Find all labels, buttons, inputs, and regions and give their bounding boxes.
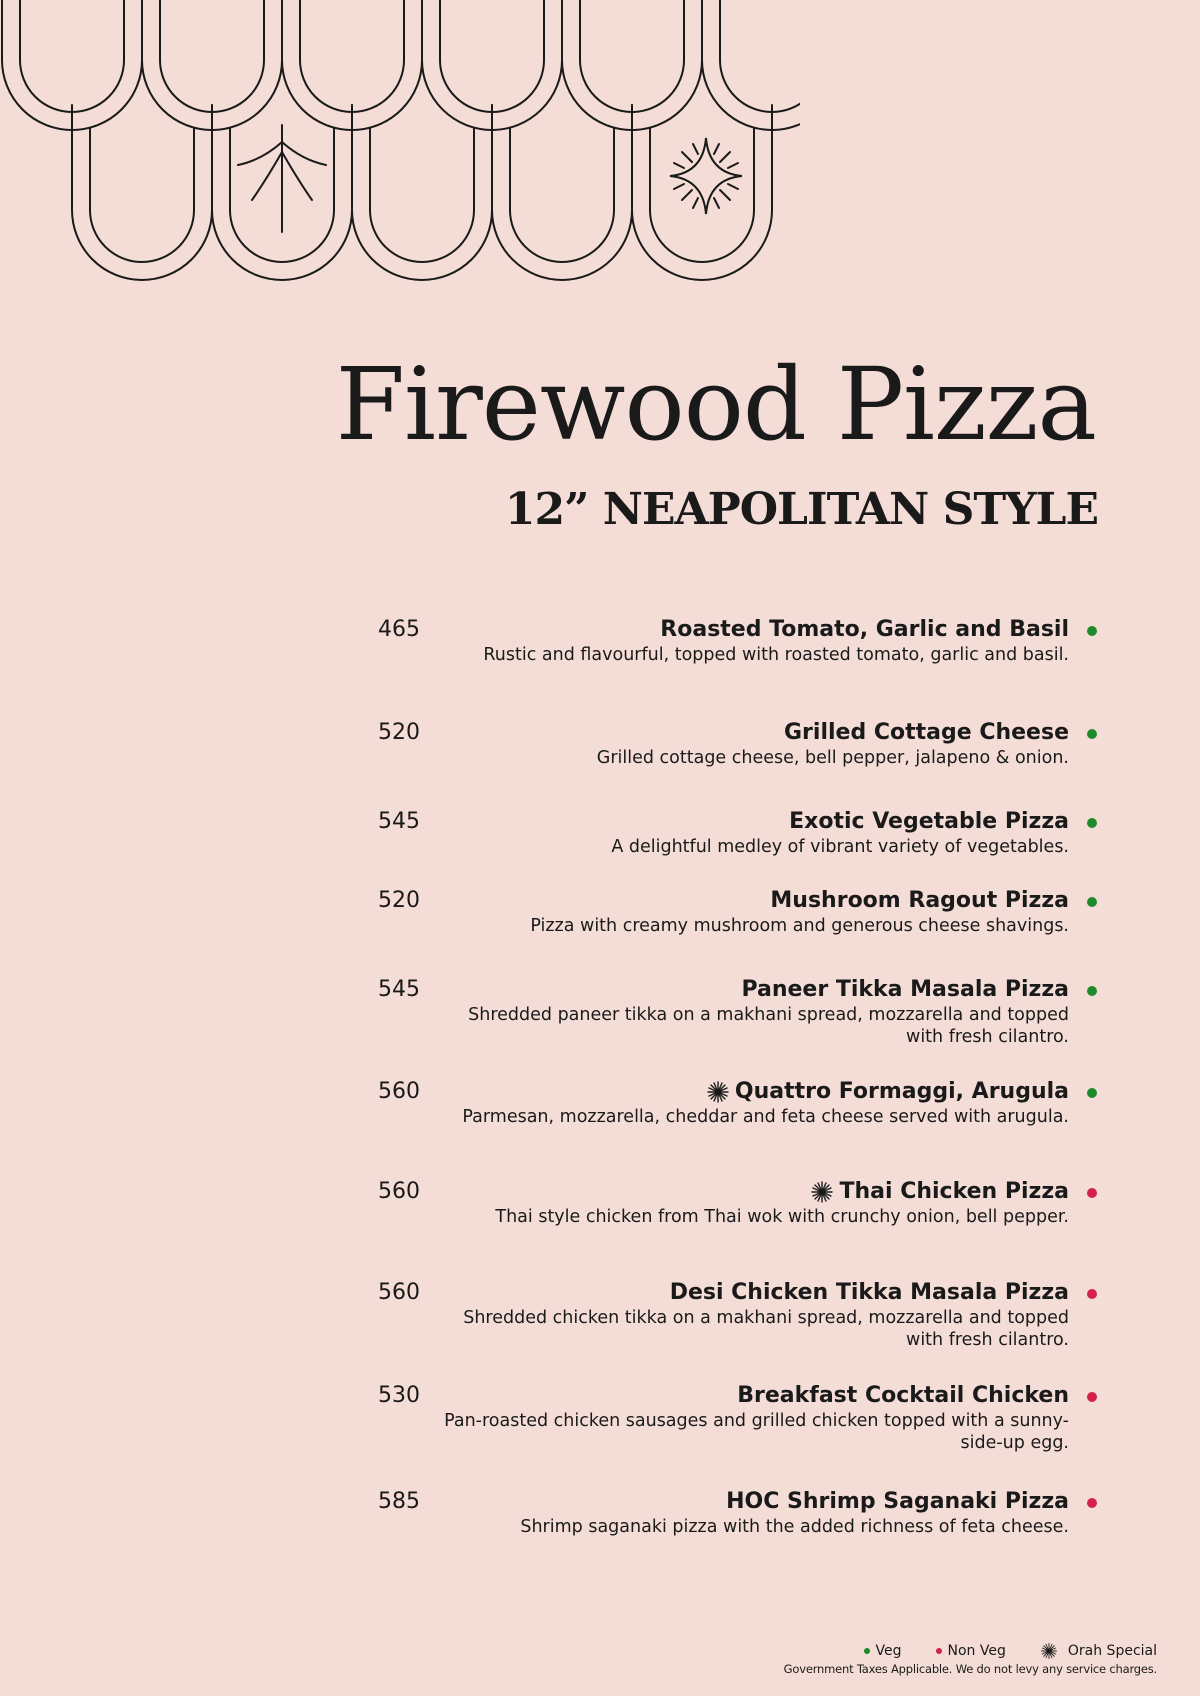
item-description: Rustic and flavourful, topped with roasted tomato, garlic and basil. — [483, 645, 1069, 665]
item-name-text: Quattro Formaggi, Arugula — [734, 1079, 1069, 1104]
veg-indicator-dot — [1087, 626, 1097, 636]
item-name-text: Grilled Cottage Cheese — [784, 720, 1069, 745]
item-description: Parmesan, mozzarella, cheddar and feta cheese served with arugula. — [462, 1107, 1069, 1127]
non-veg-legend-dot — [936, 1648, 942, 1654]
non-veg-indicator-dot — [1087, 1392, 1097, 1402]
item-price: 520 — [378, 720, 420, 745]
item-description: Thai style chicken from Thai wok with crunchy onion, bell pepper. — [495, 1207, 1069, 1227]
veg-indicator-dot — [1087, 897, 1097, 907]
veg-legend-label: Veg — [875, 1643, 902, 1659]
item-price: 560 — [378, 1079, 420, 1104]
item-description: Grilled cottage cheese, bell pepper, jalapeno & onion. — [596, 748, 1069, 768]
non-veg-indicator-dot — [1087, 1498, 1097, 1508]
item-price: 520 — [378, 888, 420, 913]
item-name-text: Paneer Tikka Masala Pizza — [741, 977, 1069, 1002]
special-legend-label: Orah Special — [1067, 1643, 1157, 1659]
item-name-text: Desi Chicken Tikka Masala Pizza — [669, 1280, 1069, 1305]
legend — [864, 1642, 1157, 1660]
item-price: 585 — [378, 1489, 420, 1514]
starburst-icon — [706, 1080, 730, 1104]
veg-indicator-dot — [1087, 1088, 1097, 1098]
item-description: A delightful medley of vibrant variety of vegetables. — [611, 837, 1069, 857]
veg-legend-dot — [864, 1648, 870, 1654]
item-name — [784, 719, 1069, 747]
item-name — [810, 1178, 1069, 1206]
veg-indicator-dot — [1087, 818, 1097, 828]
item-price: 560 — [378, 1280, 420, 1305]
item-price: 545 — [378, 977, 420, 1002]
item-description: Pan-roasted chicken sausages and grilled chicken topped with a sunny-side-up egg. — [444, 1411, 1069, 1453]
page-title: Firewood Pizza — [335, 346, 1096, 463]
item-name-text: Mushroom Ragout Pizza — [770, 888, 1069, 913]
item-price: 465 — [378, 617, 420, 642]
item-name-text: Thai Chicken Pizza — [839, 1179, 1069, 1204]
item-description: Shrimp saganaki pizza with the added richness of feta cheese. — [520, 1517, 1069, 1537]
veg-indicator-dot — [1087, 729, 1097, 739]
item-name — [670, 1279, 1069, 1307]
non-veg-indicator-dot — [1087, 1289, 1097, 1299]
starburst-icon — [810, 1180, 834, 1204]
starburst-icon — [1040, 1642, 1058, 1660]
item-name — [737, 1382, 1069, 1410]
item-description: Pizza with creamy mushroom and generous cheese shavings. — [530, 916, 1069, 936]
non-veg-legend-label: Non Veg — [947, 1643, 1006, 1659]
item-name — [660, 616, 1069, 644]
item-name — [789, 808, 1069, 836]
item-description: Shredded chicken tikka on a makhani spread, mozzarella and topped with fresh cilantro. — [463, 1308, 1069, 1350]
item-price: 530 — [378, 1383, 420, 1408]
item-name — [726, 1488, 1069, 1516]
item-name-text: Roasted Tomato, Garlic and Basil — [660, 617, 1069, 642]
item-name-text: Breakfast Cocktail Chicken — [737, 1383, 1069, 1408]
non-veg-indicator-dot — [1087, 1188, 1097, 1198]
item-name — [706, 1078, 1069, 1106]
page-subtitle: 12” NEAPOLITAN STYLE — [504, 484, 1098, 535]
item-name — [741, 976, 1069, 1004]
tax-footnote: Government Taxes Applicable. We do not levy any service charges. — [783, 1662, 1157, 1676]
item-name-text: HOC Shrimp Saganaki Pizza — [726, 1489, 1069, 1514]
item-name-text: Exotic Vegetable Pizza — [789, 809, 1069, 834]
item-name — [770, 887, 1069, 915]
item-price: 560 — [378, 1179, 420, 1204]
item-description: Shredded paneer tikka on a makhani spread, mozzarella and topped with fresh cilantro. — [468, 1005, 1069, 1047]
veg-indicator-dot — [1087, 986, 1097, 996]
item-price: 545 — [378, 809, 420, 834]
